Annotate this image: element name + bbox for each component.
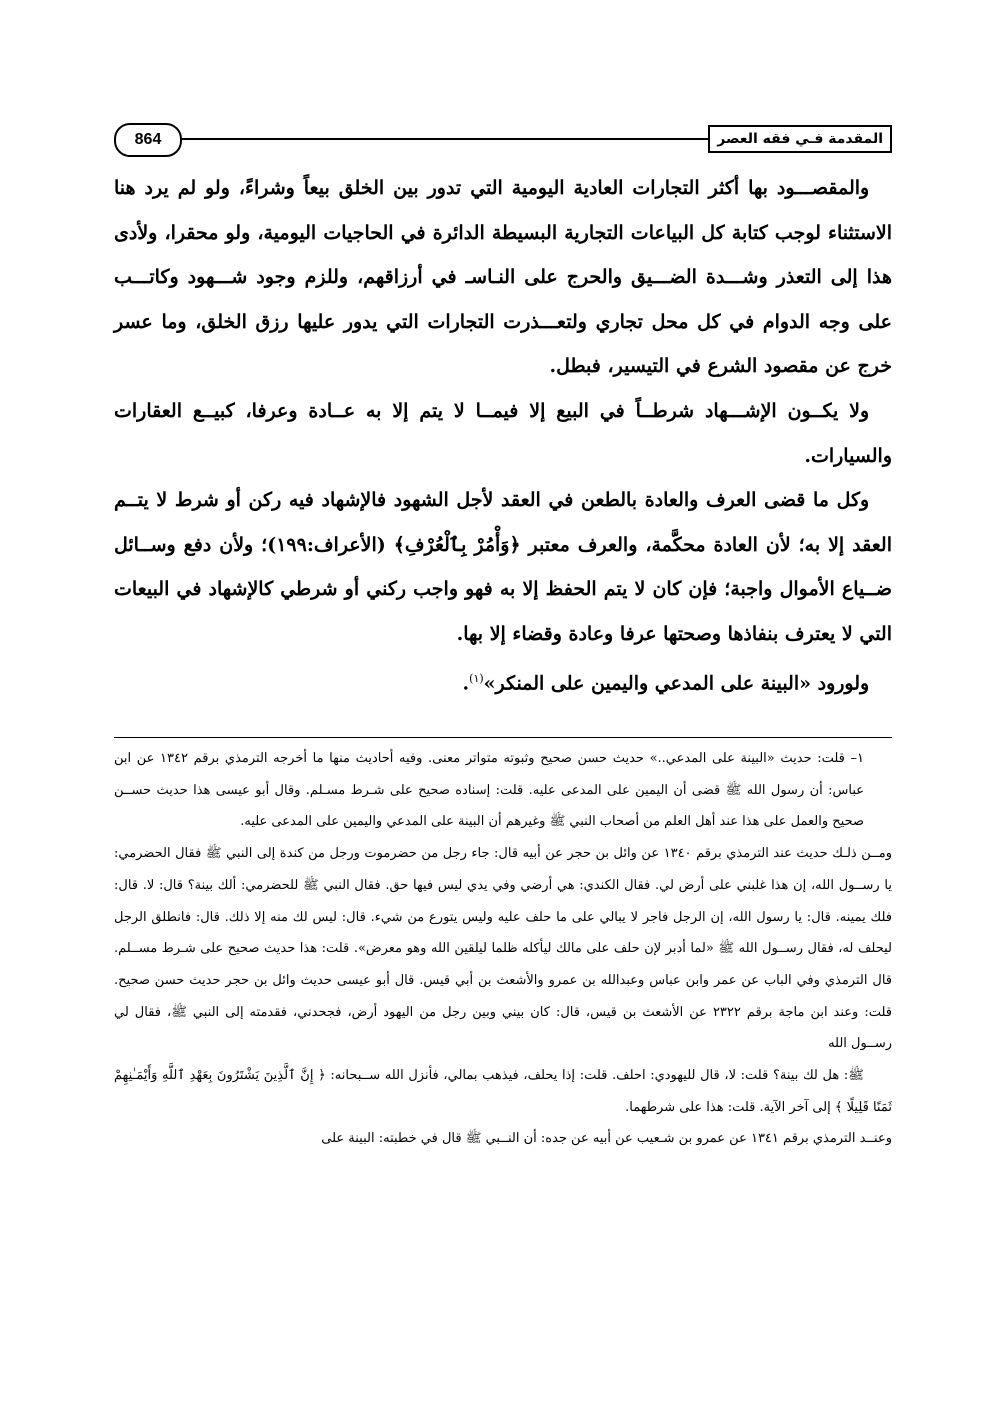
- main-text: [114, 166, 892, 705]
- honorific-glyph: ﷺ: [848, 1068, 865, 1084]
- paragraph-text: ؛ ولأن دفع وســائل ضــياع الأموال واجبة؛ فإن كان لا يتم الحفظ إلا به فهو واجب ركني أو شرطي كالإشهاد في البيعات التي لا يعترف بنفاذها وصحتها عرفا وعادة وقضاء إلا بها.: [114, 533, 892, 645]
- honorific-glyph: ﷺ: [725, 782, 742, 798]
- paragraph: ولورود «البينة على المدعي واليمين على المنكر»$^{(١)}$.: [462, 671, 870, 694]
- honorific-glyph: ﷺ: [465, 1131, 482, 1147]
- honorific-glyph: ﷺ: [205, 846, 222, 862]
- honorific-glyph: ﷺ: [549, 814, 566, 830]
- page-number: 864: [114, 123, 182, 157]
- book-title: المقدمة فـي فقه العصر: [708, 125, 892, 153]
- paragraph-text: وكل ما قضى العرف والعادة بالطعن في العقد لأجل الشهود فالإشهاد فيه ركن أو شرط لا يتــم العقد إلا به؛ لأن العادة محكَّمة، والعرف معتبر: [114, 489, 892, 556]
- quran-verse: ﴿وَأْمُرْ بِٱلْعُرْفِ﴾: [393, 533, 521, 556]
- honorific-glyph: ﷺ: [171, 1004, 187, 1020]
- paragraph: ولا يكــون الإشـــهاد شرطــاً في البيع إلا فيمــا لا يتم إلا به عــادة وعرفا، كبيــع العقارات والسيارات.: [114, 399, 892, 467]
- paragraph: والمقصـــود بها أكثر التجارات العادية اليومية التي تدور بين الخلق بيعاً وشراءً، ولو لم يرد هنا الاستثناء لوجب كتابة كل البياعات التجارية البسيطة الدائرة في الحاجيات اليومية، ولو محقرا، ولأدى هذا إلى التعذر وشـــدة الضـــيق والحرج على النـاسـ في أرزاقهم، وللزم وجود شـــهود وكاتـــب على وجه الدوام في كل محل تجاري ولتعـــذرت التجارات التي يدور عليها رزق الخلق، وما عسر خرج عن مقصود الشرع في التيسير، فبطل.: [114, 177, 892, 378]
- footnote-separator: [114, 737, 892, 738]
- quran-verse: ﴿ إِنَّ ٱلَّذِينَ يَشْتَرُونَ بِعَهْدِ ٱللَّهِ وَأَيْمَـٰنِهِمْ ثَمَنًا قَلِيلًا ﴾: [114, 1068, 892, 1115]
- honorific-glyph: ﷺ: [303, 877, 319, 893]
- footnote-item: وعنــد الترمذي برقم ١٣٤١ عن عمرو بن شـعيب عن أبيه عن جده: أن النــبي ﷺ قال في خطبته: البينة على: [321, 1131, 892, 1147]
- honorific-glyph: ﷺ: [718, 941, 735, 957]
- footnotes: [114, 743, 892, 1155]
- footnote-item: ١– قلت: حديث «البينة على المدعي..» حديث حسن صحيح وثبوته متواتر معنى. وفيه أحاديث منها ما أخرجه الترمذي برقم ١٣٤٢ عن ابن عباس: أن رسول الله ﷺ قضى أن اليمين على المدعى عليه. قلت: إسناده صحيح على شـرط مسـلم. وقال أبو عيسى هذا حديث حســن صحيح والعمل على هذا عند أهل العلم من أصحاب النبي ﷺ وغيرهم أن البينة على المدعي واليمين على المدعى عليه.: [114, 751, 865, 830]
- footnote-marker: (١): [469, 671, 484, 685]
- paragraph: [114, 478, 892, 656]
- verse-reference: (الأعراف:١٩٩): [267, 533, 386, 556]
- page-header: [114, 121, 892, 159]
- footnote-item: ومــن ذلـك حديث عند الترمذي برقم ١٣٤٠ عن وائل بن حجر عن أبيه قال: جاء رجل من حضرموت ورجل من كندة إلى النبي ﷺ فقال الحضرمي: يا رســول الله، إن هذا غلبني على أرض لي. فقال الكندي: هي أرضي وفي يدي ليس فيها حق. فقال النبي ﷺ للحضرمي: ألك بينة؟ قال: لا. قال: فلك يمينه. قال: يا رسول الله، إن الرجل فاجر لا يبالي على ما حلف عليه وليس يتورع من شيء. قال: ليس لك منه إلا ذلك. قال: فانطلق الرجل ليحلف له، فقال رســول الله ﷺ «لما أدبر لإن حلف على مالك ليأكله ظلما ليلقين الله وهو معرض». قلت: هذا حديث صحيح على شـرط مســلم. قال الترمذي وفي الباب عن عمر وابن عباس وعبدالله بن عمرو والأشعث بن أبي قيس. قال أبو عيسى حديث وائل بن حجر حديث حسن صحيح. قلت: وعند ابن ماجة برقم ٢٣٢٢ عن الأشعث بن قيس، قال: كان بيني وبين رجل من اليهود أرض، فجحدني، فقدمته إلى النبي ﷺ، فقال لي رســول الله: [114, 846, 892, 1052]
- footnote-item: ﷺ: هل لك بينة؟ قلت: لا، قال لليهودي: احلف. قلت: إذا يحلف، فيذهب بمالي، فأنزل الله ســبحانه: ﴿ إِنَّ ٱلَّذِينَ يَشْتَرُونَ بِعَهْدِ ٱللَّهِ وَأَيْمَـٰنِهِمْ ثَمَنًا قَلِيلًا ﴾ إلى آخر الآية. قلت: هذا على شرطهما.: [114, 1068, 892, 1115]
- paragraph-text: ولورود «البينة على المدعي واليمين على المنكر»: [483, 671, 870, 694]
